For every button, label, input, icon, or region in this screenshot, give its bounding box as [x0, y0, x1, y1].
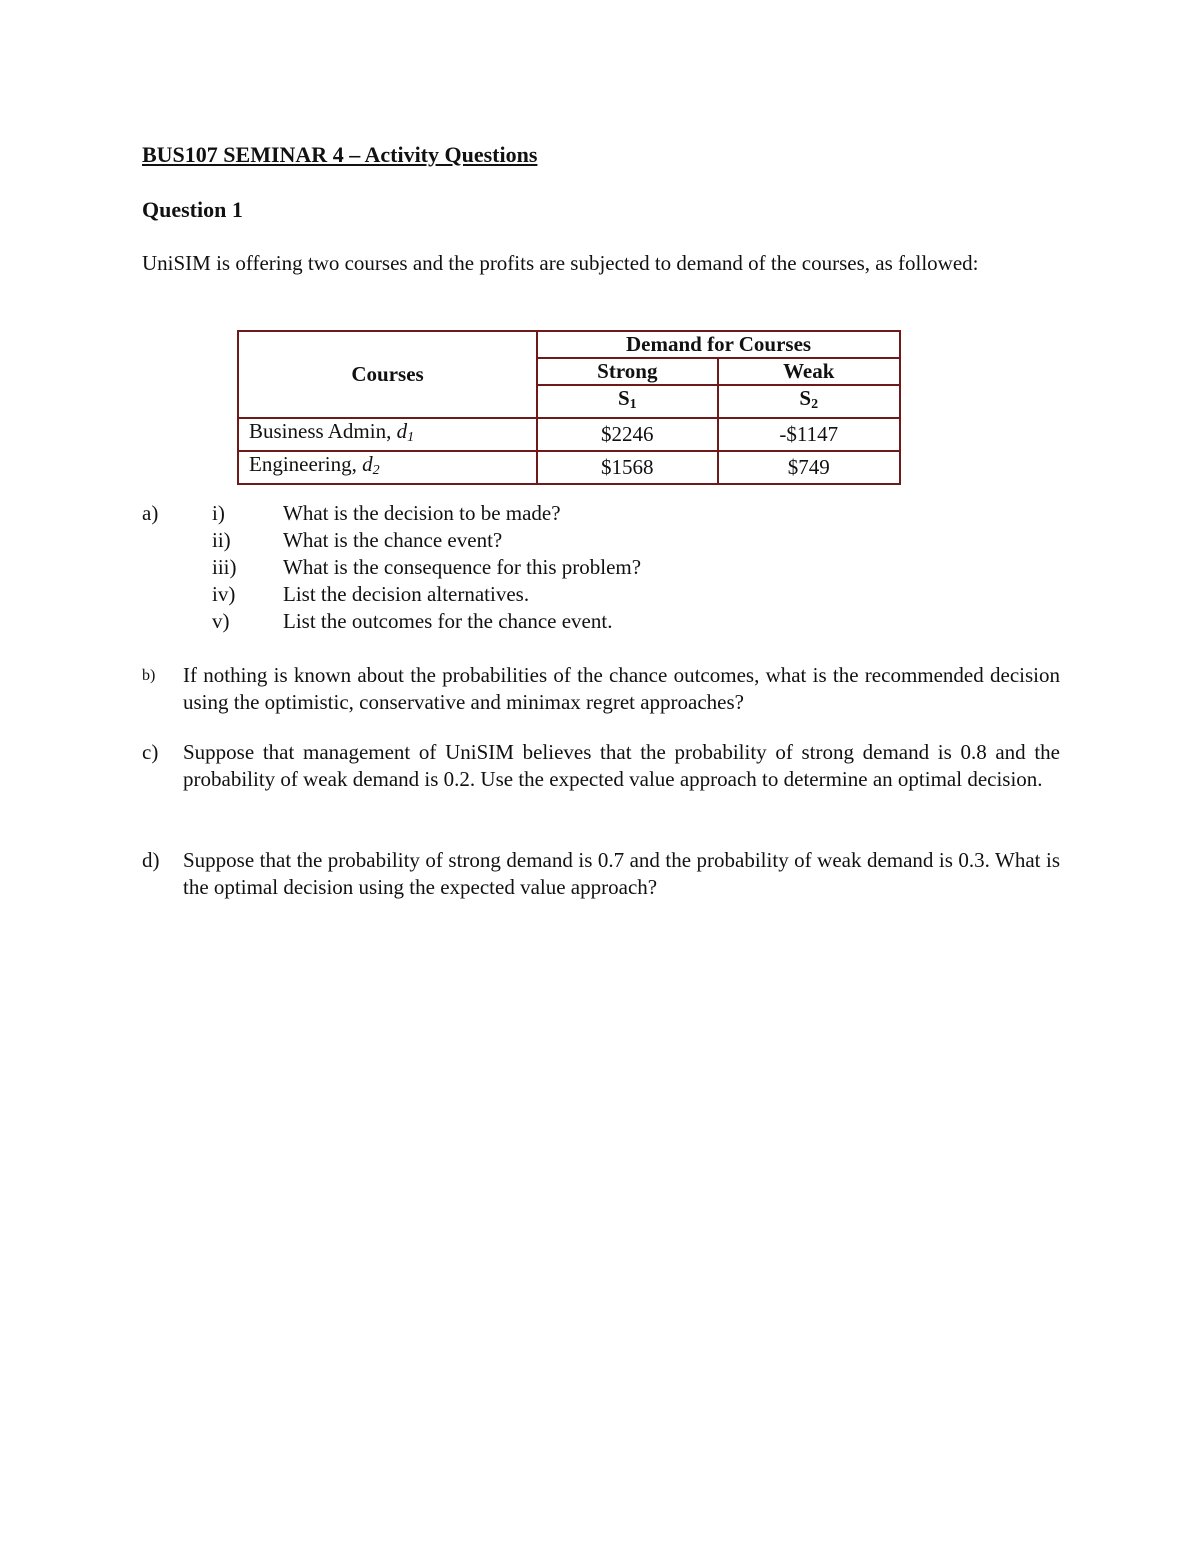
item-text: What is the chance event? [283, 528, 503, 552]
state-symbol-s2: $S_2$ [718, 385, 900, 418]
state-symbol-s1: $S_1$ [537, 385, 717, 418]
state-weak-label: Weak [718, 358, 900, 385]
page-title: BUS107 SEMINAR 4 – Activity Questions [142, 142, 538, 167]
cell-engineering-strong: $1568 [537, 451, 717, 484]
part-d-text: Suppose that the probability of strong demand is 0.7 and the probability of weak demand is 0.3. What is the optimal decision using the expected value approach? [183, 848, 1060, 899]
item-number: iv) [212, 582, 236, 606]
part-b [142, 662, 1060, 716]
item-text: What is the consequence for this problem? [283, 555, 642, 579]
row-label-engineering: Engineering, $d_2$ [238, 451, 537, 484]
intro-paragraph: UniSIM is offering two courses and the profits are subjected to demand of the courses, as followed: [142, 251, 979, 275]
part-d [142, 847, 1060, 901]
item-number: v) [212, 609, 230, 633]
cell-business-strong: $2246 [537, 418, 717, 451]
part-a-letter: a) [142, 501, 159, 525]
table-row [238, 451, 900, 484]
item-number: i) [212, 501, 225, 525]
part-d-letter: d) [142, 848, 160, 872]
row-label-business-admin: Business Admin, $d_1$ [238, 418, 537, 451]
table-row [238, 418, 900, 451]
part-c [142, 739, 1060, 793]
cell-engineering-weak: $749 [718, 451, 900, 484]
question-heading: Question 1 [142, 197, 243, 222]
part-b-letter: b) [142, 667, 156, 684]
item-text: What is the decision to be made? [283, 501, 561, 525]
demand-header: Demand for Courses [537, 331, 900, 358]
item-text: List the decision alternatives. [283, 582, 530, 606]
item-number: iii) [212, 555, 237, 579]
courses-header: Courses [238, 331, 537, 418]
payoff-table [237, 330, 901, 485]
state-strong-label: Strong [537, 358, 717, 385]
cell-business-weak: -$1147 [718, 418, 900, 451]
part-c-letter: c) [142, 740, 159, 764]
item-number: ii) [212, 528, 231, 552]
table-header-row [238, 331, 900, 358]
part-c-text: Suppose that management of UniSIM believes that the probability of strong demand is 0.8 and the probability of weak demand is 0.2. Use the expected value approach to determine an optimal decision. [183, 740, 1060, 791]
part-b-text: If nothing is known about the probabilities of the chance outcomes, what is the recommended decision using the optimistic, conservative and minimax regret approaches? [183, 663, 1060, 714]
item-text: List the outcomes for the chance event. [283, 609, 613, 633]
